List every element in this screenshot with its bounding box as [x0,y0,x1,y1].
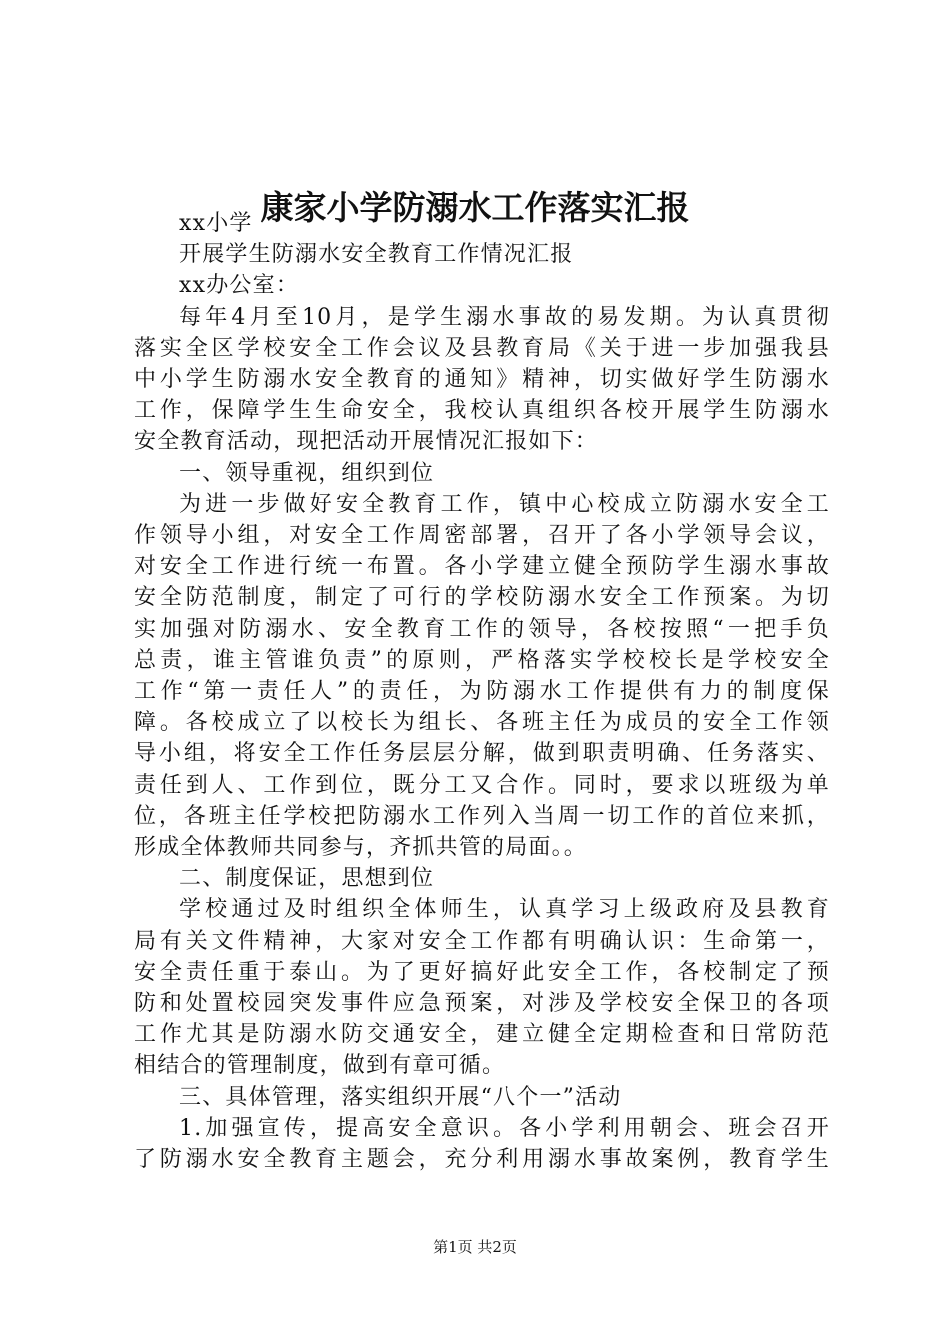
body-line: 障。各校成立了以校长为组长、各班主任为成员的安全工作领 [134,710,830,736]
body-line: 位，各班主任学校把防溺水工作列入当周一切工作的首位来抓， [134,803,830,829]
section-heading: 二、制度保证，思想到位 [179,866,435,892]
body-line: 作领导小组，对安全工作周密部署，召开了各小学领导会议， [134,523,830,549]
body-line: 工作，保障学生生命安全，我校认真组织各校开展学生防溺水 [134,398,830,424]
body-line: 总责，谁主管谁负责”的原则，严格落实学校校长是学校安全 [134,647,830,673]
body-line: 实加强对防溺水、安全教育工作的领导，各校按照“一把手负 [134,616,830,642]
section-heading: 三、具体管理，落实组织开展“八个一”活动 [179,1084,622,1110]
body-line: 形成全体教师共同参与，齐抓共管的局面。。 [134,835,588,861]
body-line: 为进一步做好安全教育工作，镇中心校成立防溺水安全工 [179,491,830,517]
body-line: 防和处置校园突发事件应急预案，对涉及学校安全保卫的各项 [134,991,830,1017]
body-line: 安全防范制度，制定了可行的学校防溺水安全工作预案。为切 [134,585,830,611]
body-line: 每年4月至10月，是学生溺水事故的易发期。为认真贯彻 [179,304,830,330]
body-line: 责任到人、工作到位，既分工又合作。同时，要求以班级为单 [134,772,830,798]
body-line: 学校通过及时组织全体师生，认真学习上级政府及县教育 [179,897,830,923]
body-line: 工作“第一责任人”的责任，为防溺水工作提供有力的制度保 [134,679,830,705]
document-body [134,208,830,1175]
body-line: xx小学 [179,211,253,236]
body-line: 开展学生防溺水安全教育工作情况汇报 [179,242,574,268]
page-number-footer: 第1页 共2页 [433,1238,517,1256]
body-line: 安全责任重于泰山。为了更好搞好此安全工作，各校制定了预 [134,959,830,985]
body-line: 工作尤其是防溺水防交通安全，建立健全定期检查和日常防范 [134,1022,830,1048]
body-line: 安全教育活动，现把活动开展情况汇报如下： [134,429,599,455]
body-line: 局有关文件精神，大家对安全工作都有明确认识：生命第一， [134,928,830,954]
body-line: 对安全工作进行统一布置。各小学建立健全预防学生溺水事故 [134,554,830,580]
section-heading: 一、领导重视，组织到位 [179,460,435,486]
body-line: 1.加强宣传，提高安全意识。各小学利用朝会、班会召开 [179,1115,830,1141]
body-line: 相结合的管理制度，做到有章可循。 [134,1053,506,1079]
body-line: 中小学生防溺水安全教育的通知》精神，切实做好学生防溺水 [134,367,830,393]
document-title: 康家小学防溺水工作落实汇报 [260,188,690,227]
body-line: 了防溺水安全教育主题会，充分利用溺水事故案例，教育学生 [134,1147,830,1173]
body-line: 落实全区学校安全工作会议及县教育局《关于进一步加强我县 [134,335,830,361]
body-line: 导小组，将安全工作任务层层分解，做到职责明确、任务落实、 [134,741,830,767]
body-line: xx办公室： [179,273,300,299]
